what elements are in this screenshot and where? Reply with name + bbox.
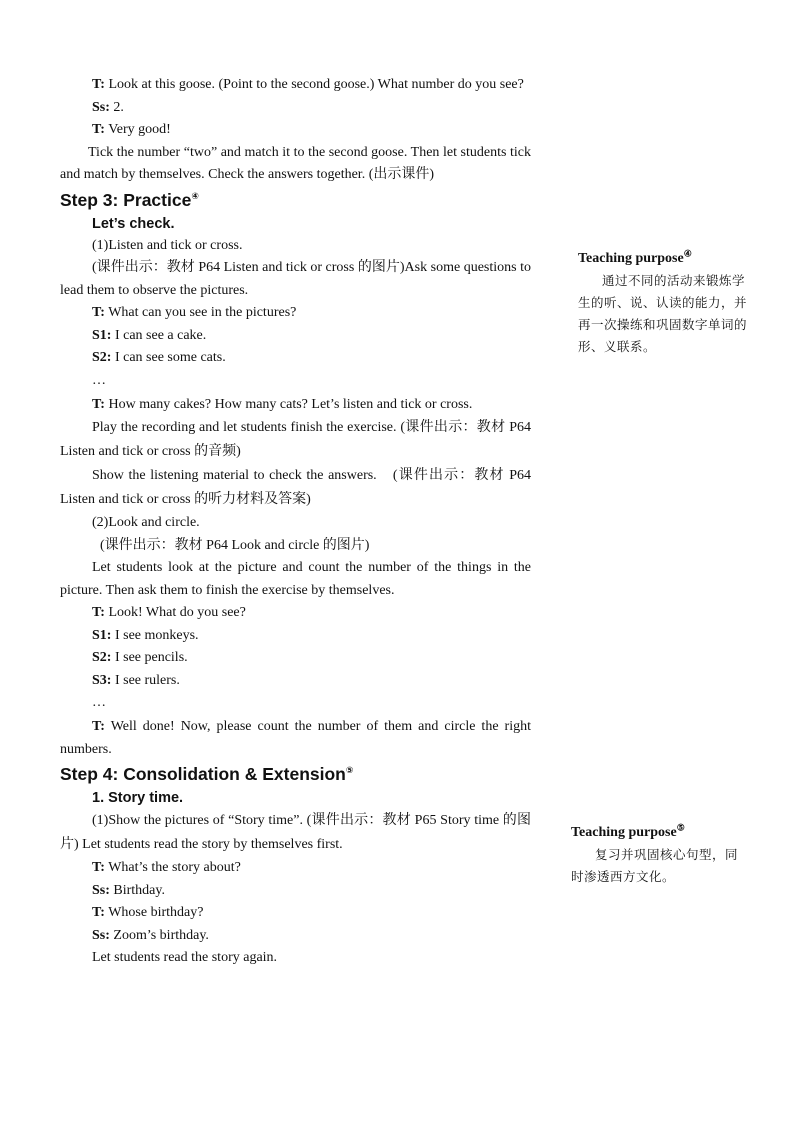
dialogue-line	[60, 602, 531, 625]
dialogue-line	[60, 347, 531, 370]
speaker-label: T:	[92, 605, 105, 620]
dialogue-line	[60, 325, 531, 348]
speaker-label: T:	[92, 719, 105, 734]
teaching-purpose-note-5	[571, 822, 749, 888]
speaker-label: S1:	[92, 627, 112, 643]
dialogue-line	[60, 716, 531, 761]
dialogue-line	[60, 670, 531, 693]
dialogue-text: How many cakes? How many cats? Let’s listen and tick or cross.	[104, 396, 473, 412]
instruction-paragraph: Let students look at the picture and count the number of the things in the picture. Then ask them to finish the exercise by themselves.	[60, 560, 531, 598]
dialogue-text: What’s the story about?	[104, 860, 241, 875]
speaker-label: T:	[92, 122, 105, 137]
ellipsis: …	[92, 695, 106, 710]
dialogue-line	[60, 97, 531, 120]
footnote-mark: ④	[191, 190, 199, 201]
speaker-label: T:	[92, 77, 105, 92]
speaker-label: T:	[92, 860, 105, 875]
speaker-label: Ss:	[92, 99, 110, 115]
step4-heading-text: Step 4: Consolidation & Extension	[60, 764, 346, 784]
teaching-purpose-title	[571, 822, 749, 844]
teaching-purpose-title-text: Teaching purpose	[578, 251, 684, 266]
teaching-purpose-text: 复习并巩固核心句型，同时渗透西方文化。	[571, 848, 739, 884]
speaker-label: S3:	[92, 672, 112, 688]
dialogue-line	[60, 647, 531, 670]
dialogue-line	[60, 74, 531, 97]
teaching-purpose-note-4	[578, 248, 756, 358]
speaker-label: T:	[92, 905, 105, 920]
step3-heading-text: Step 3: Practice	[60, 189, 192, 210]
ellipsis: …	[92, 372, 106, 388]
instruction-paragraph: (1)Show the pictures of “Story time”. (课件出示：教材 P65 Story time 的图片) Let students read the story by themselves first.	[60, 813, 531, 852]
dialogue-text: Whose birthday?	[104, 905, 204, 920]
exercise-title: (1)Listen and tick or cross.	[92, 237, 243, 253]
dialogue-text: What can you see in the pictures?	[104, 305, 297, 320]
footnote-mark: ⑤	[345, 765, 354, 776]
dialogue-line	[60, 119, 531, 142]
dialogue-text: I see pencils.	[111, 650, 188, 665]
dialogue-text: Birthday.	[109, 882, 165, 898]
exercise-title: (2)Look and circle.	[92, 515, 200, 530]
instruction-paragraph: Play the recording and let students finish the exercise. (课件出示：教材 P64 Listen and tick or cross 的音频)	[60, 420, 545, 459]
teaching-purpose-title	[578, 248, 756, 270]
dialogue-text: Well done! Now, please count the number of them and circle the right numbers.	[60, 719, 531, 757]
instruction-paragraph: (课件出示：教材 P64 Listen and tick or cross 的图片)Ask some questions to lead them to observe the pictures.	[60, 260, 531, 298]
teaching-purpose-title-text: Teaching purpose	[571, 825, 677, 840]
dialogue-line	[60, 880, 531, 903]
closing-instruction: Let students read the story again.	[92, 950, 278, 965]
footnote-mark: ④	[683, 248, 692, 259]
step4-heading	[60, 762, 531, 786]
dialogue-line	[60, 857, 531, 880]
dialogue-text: Very good!	[104, 122, 171, 137]
step3-heading	[60, 188, 531, 212]
speaker-label: S2:	[92, 650, 112, 665]
dialogue-line	[60, 394, 531, 417]
speaker-label: S2:	[92, 350, 112, 365]
lesson-plan-body	[60, 74, 545, 970]
speaker-label: T:	[92, 305, 105, 320]
dialogue-line	[60, 625, 531, 648]
speaker-label: Ss:	[92, 882, 110, 898]
dialogue-text: Zoom’s birthday.	[109, 927, 209, 943]
dialogue-line	[60, 902, 531, 925]
step4-subheading: 1. Story time.	[92, 790, 184, 806]
dialogue-text: Look! What do you see?	[104, 605, 246, 620]
dialogue-text: I can see a cake.	[111, 327, 207, 343]
dialogue-line	[60, 302, 531, 325]
dialogue-text: 2.	[109, 99, 124, 115]
step3-subheading: Let’s check.	[92, 215, 175, 232]
instruction-paragraph: Show the listening material to check the answers. (课件出示：教材 P64 Listen and tick or cross 的听力材料及答案)	[60, 468, 531, 507]
teaching-purpose-text: 通过不同的活动来锻炼学生的听、说、认读的能力，并再一次操练和巩固数字单词的形、义联系。	[578, 274, 748, 354]
speaker-label: S1:	[92, 327, 112, 343]
dialogue-text: I can see some cats.	[111, 350, 226, 365]
speaker-label: T:	[92, 396, 105, 412]
instruction-paragraph: Tick the number “two” and match it to the second goose. Then let students tick and match by themselves. Check the answers together. (出示课件)	[60, 144, 531, 182]
speaker-label: Ss:	[92, 927, 110, 943]
dialogue-text: I see monkeys.	[111, 627, 199, 643]
instruction-paragraph: (课件出示：教材 P64 Look and circle 的图片)	[100, 537, 370, 553]
dialogue-text: I see rulers.	[111, 672, 180, 688]
dialogue-text: Look at this goose. (Point to the second goose.) What number do you see?	[104, 77, 524, 92]
footnote-mark: ⑤	[676, 822, 685, 833]
dialogue-line	[60, 925, 531, 948]
